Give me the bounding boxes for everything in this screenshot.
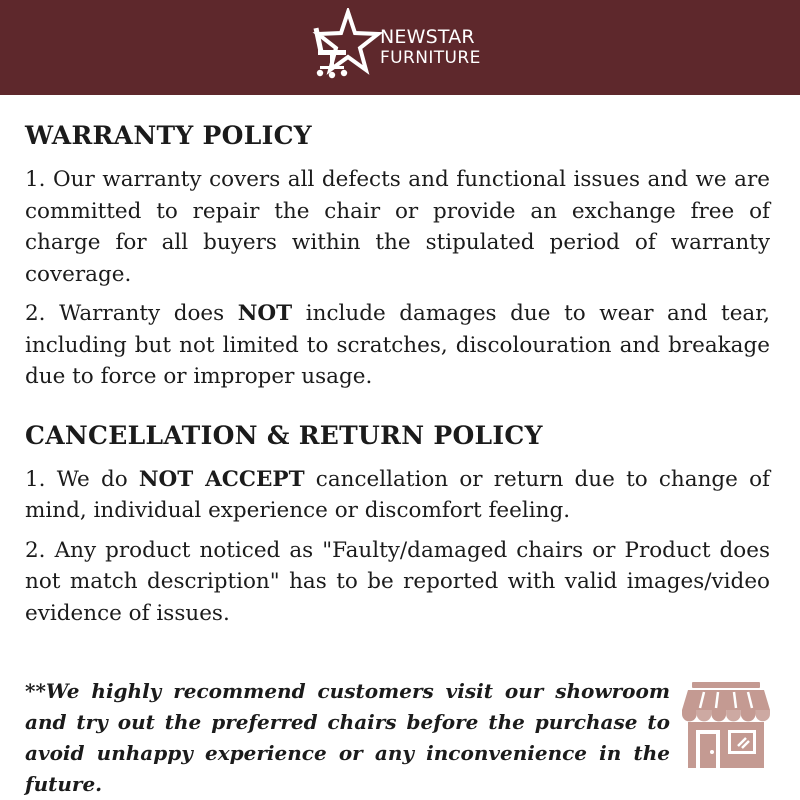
star-chair-logo-icon	[308, 8, 382, 82]
cancellation-title: CANCELLATION & RETURN POLICY	[25, 420, 543, 450]
warranty-item-2-prefix: 2. Warranty does	[25, 301, 238, 326]
cancellation-item-1-emphasis: NOT ACCEPT	[138, 466, 305, 492]
cancellation-item-2: 2. Any product noticed as "Faulty/damaged chairs or Product does not match description" has to be reported with valid images/video evidence of issues.	[25, 537, 770, 626]
cancellation-item-1	[25, 464, 770, 527]
brand-line-newstar: NEWSTAR	[380, 26, 475, 48]
brand-name	[380, 27, 481, 69]
warranty-item-1: 1. Our warranty covers all defects and functional issues and we are committed to repair the chair or provide an exchange free of charge for all buyers within the stipulated period of warranty coverage.	[25, 167, 770, 287]
warranty-item-2-emphasis: NOT	[237, 301, 293, 326]
cancellation-item-1-suffix: cancellation or return due to change of mind, individual experience or discomfort feeling.	[25, 466, 770, 523]
policy-content	[25, 118, 770, 629]
warranty-title: WARRANTY POLICY	[25, 121, 312, 150]
warranty-item-2	[25, 298, 770, 393]
showroom-note: **We highly recommend customers visit our showroom and try out the preferred chairs before the purchase to avoid unhappy experience or any inconvenience in the future.	[25, 679, 670, 796]
header-banner	[0, 0, 800, 95]
storefront-icon	[680, 680, 772, 772]
warranty-item-2-suffix: include damages due to wear and tear, including but not limited to scratches, discolouration and breakage due to force or improper usage.	[25, 301, 770, 389]
brand-line-furniture: FURNITURE	[380, 48, 481, 68]
cancellation-item-1-prefix: 1. We do	[25, 466, 139, 492]
